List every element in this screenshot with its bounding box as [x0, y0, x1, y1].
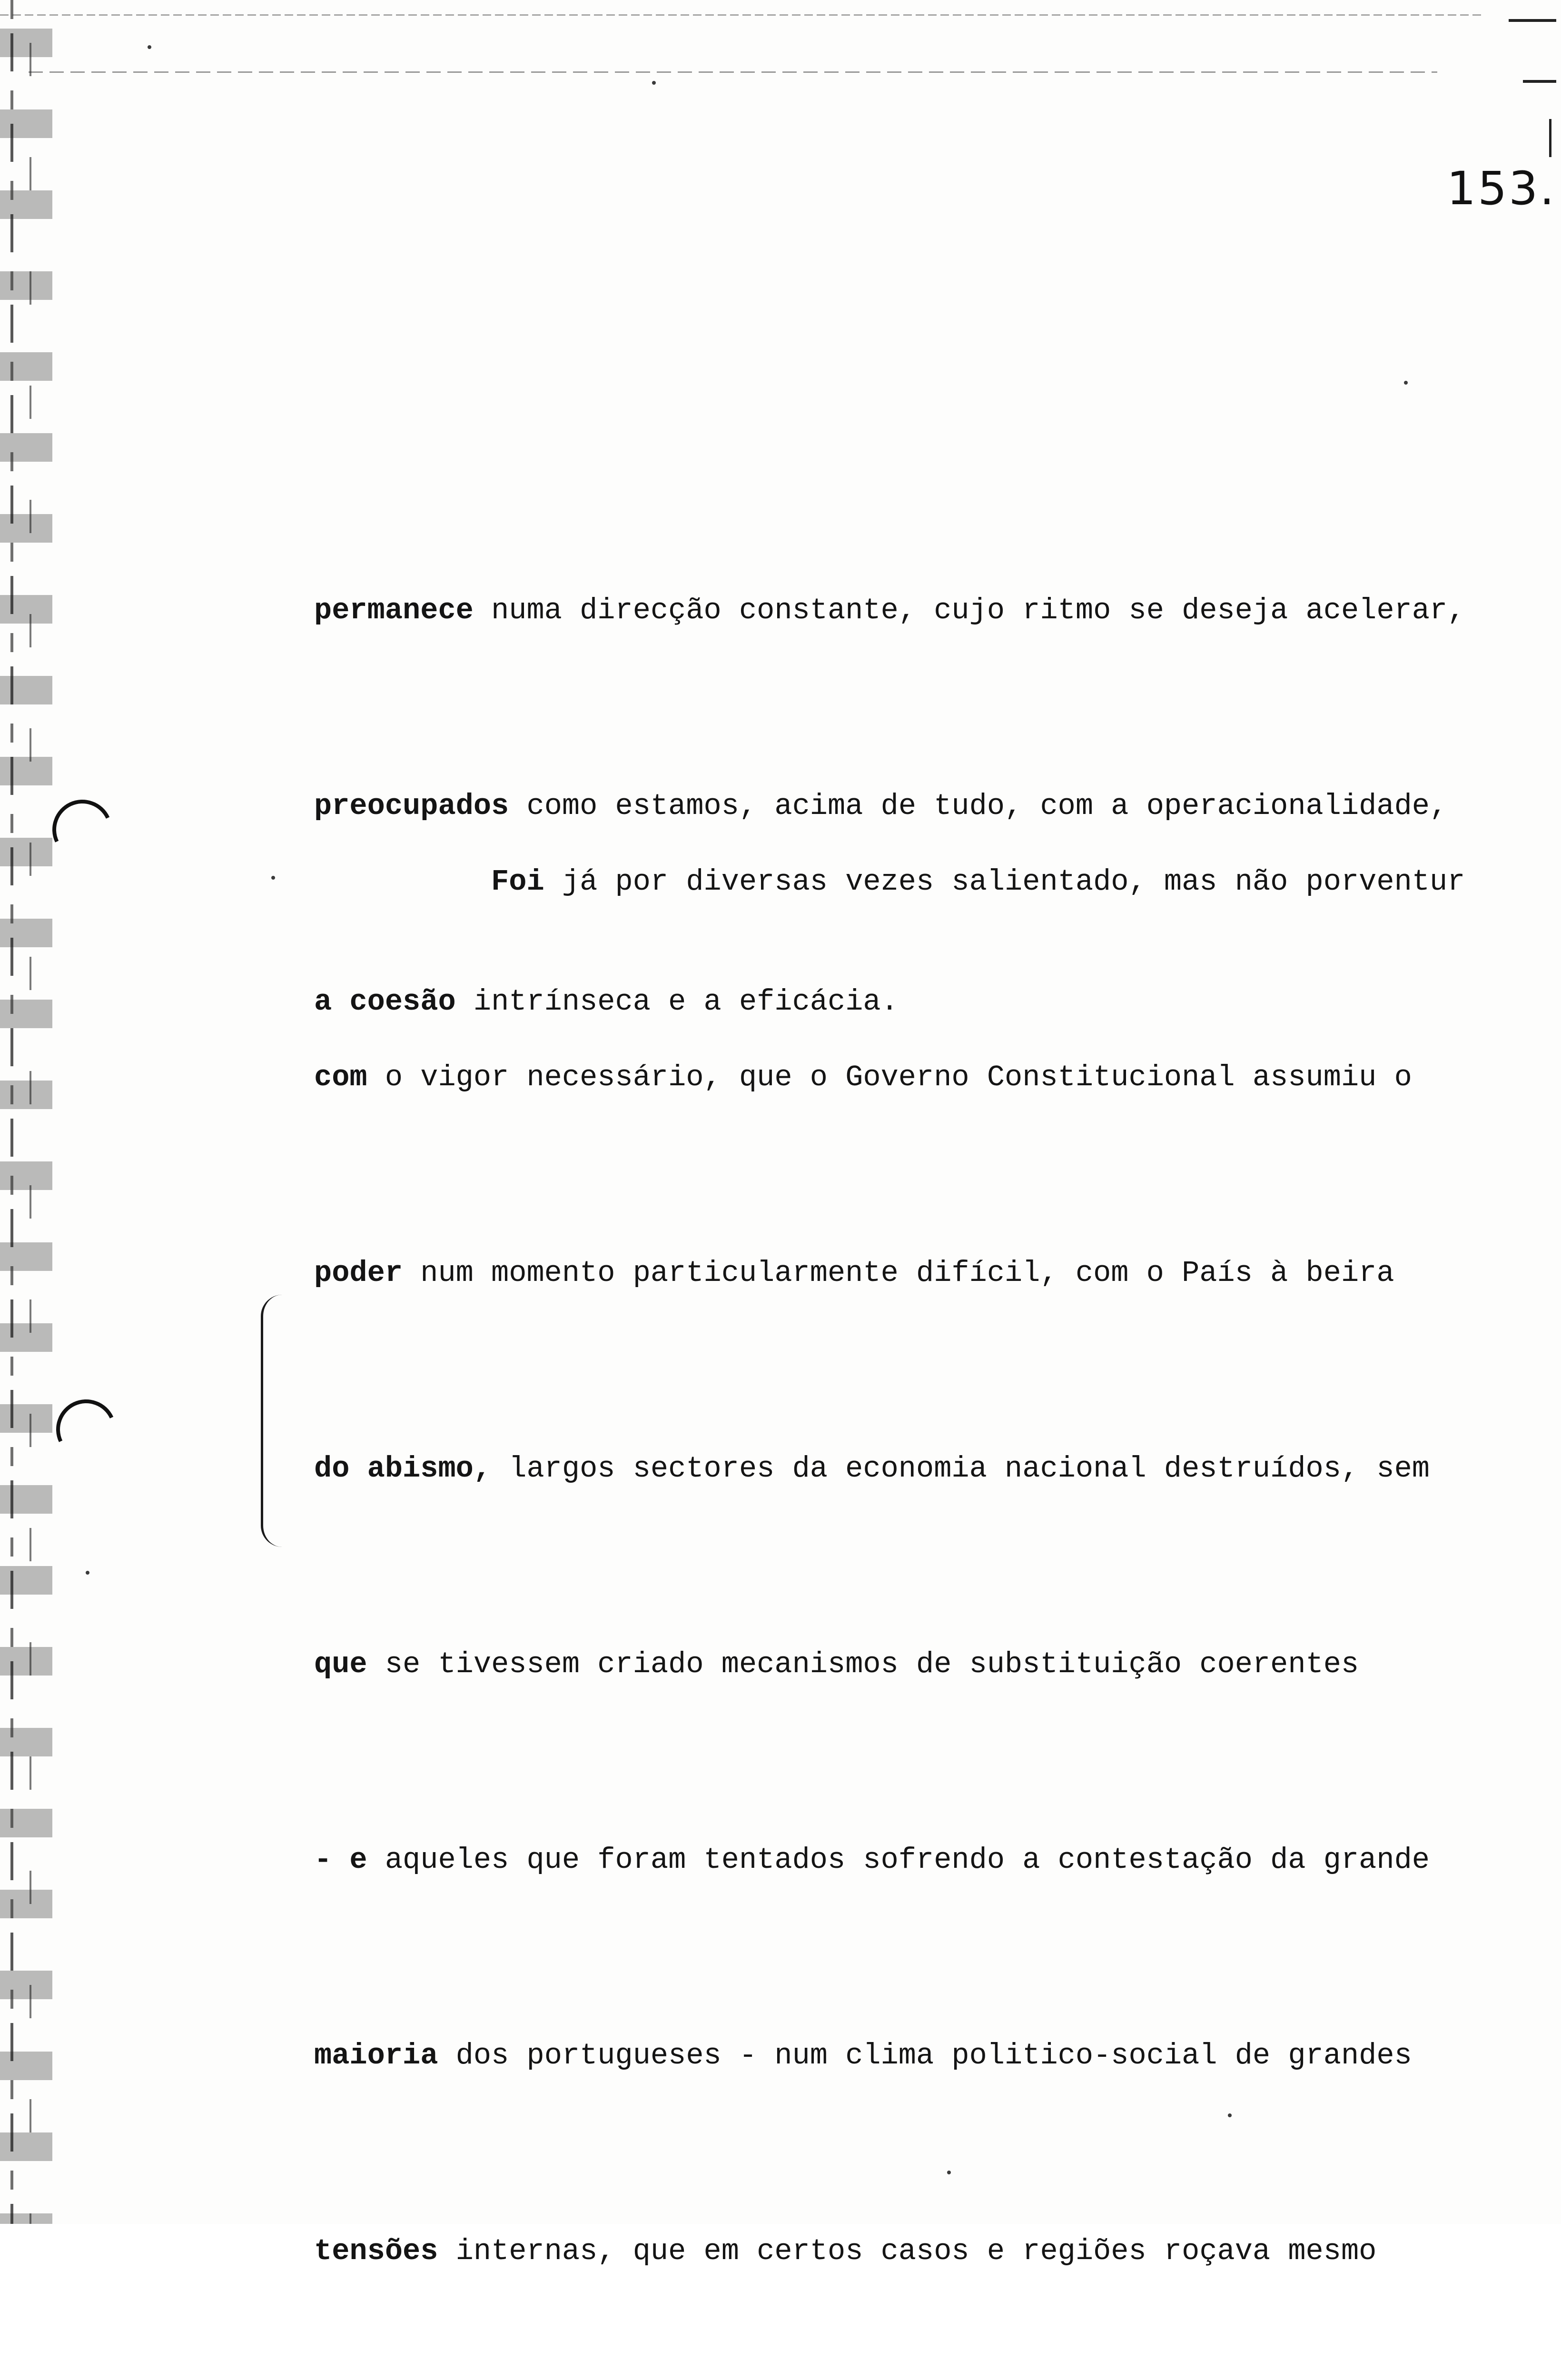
text-line: com o vigor necessário, que o Governo Constitucional assumiu o	[314, 1061, 1412, 1094]
text-line: maioria dos portugueses - num clima politico-social de grandes	[314, 2039, 1412, 2073]
scan-speck	[271, 876, 275, 880]
text-line: a coesão intrínseca e a eficácia.	[314, 985, 899, 1019]
text-line: que se tivessem criado mecanismos de substituição coerentes	[314, 1647, 1359, 1681]
scan-corner-mark	[1509, 19, 1556, 22]
punch-hole-mark	[48, 1391, 124, 1468]
scan-speck	[148, 45, 151, 49]
punch-hole-mark	[44, 791, 120, 868]
scan-speck	[652, 81, 656, 85]
text-line: tensões internas, que em certos casos e regiões roçava mesmo	[314, 2234, 1377, 2268]
text-line: Foi já por diversas vezes salientado, mas não porventur	[314, 865, 1465, 899]
scan-second-rule	[29, 71, 1437, 73]
text-line: permanece numa direcção constante, cujo ritmo se deseja acelerar,	[314, 594, 1465, 627]
binding-line	[30, 0, 31, 2224]
scan-corner-mark	[1523, 80, 1556, 83]
text-line: poder num momento particularmente difícil, com o País à beira	[314, 1256, 1394, 1290]
scan-top-rule	[0, 14, 1485, 16]
text-line: do abismo, largos sectores da economia nacional destruídos, sem	[314, 1452, 1430, 1486]
binding-line	[10, 0, 13, 2224]
margin-bracket-mark	[261, 1295, 282, 1547]
text-line: - e aqueles que foram tentados sofrendo a contestação da grande	[314, 1843, 1430, 1877]
scan-edge-mark	[1549, 119, 1551, 157]
scan-speck	[1404, 381, 1408, 385]
binding-edge	[0, 0, 52, 2224]
text-line: preocupados como estamos, acima de tudo, com a operacionalidade,	[314, 789, 1448, 823]
paragraph-2	[314, 719, 1561, 2380]
page-number: 153.	[1447, 162, 1556, 215]
scan-speck	[86, 1571, 89, 1575]
